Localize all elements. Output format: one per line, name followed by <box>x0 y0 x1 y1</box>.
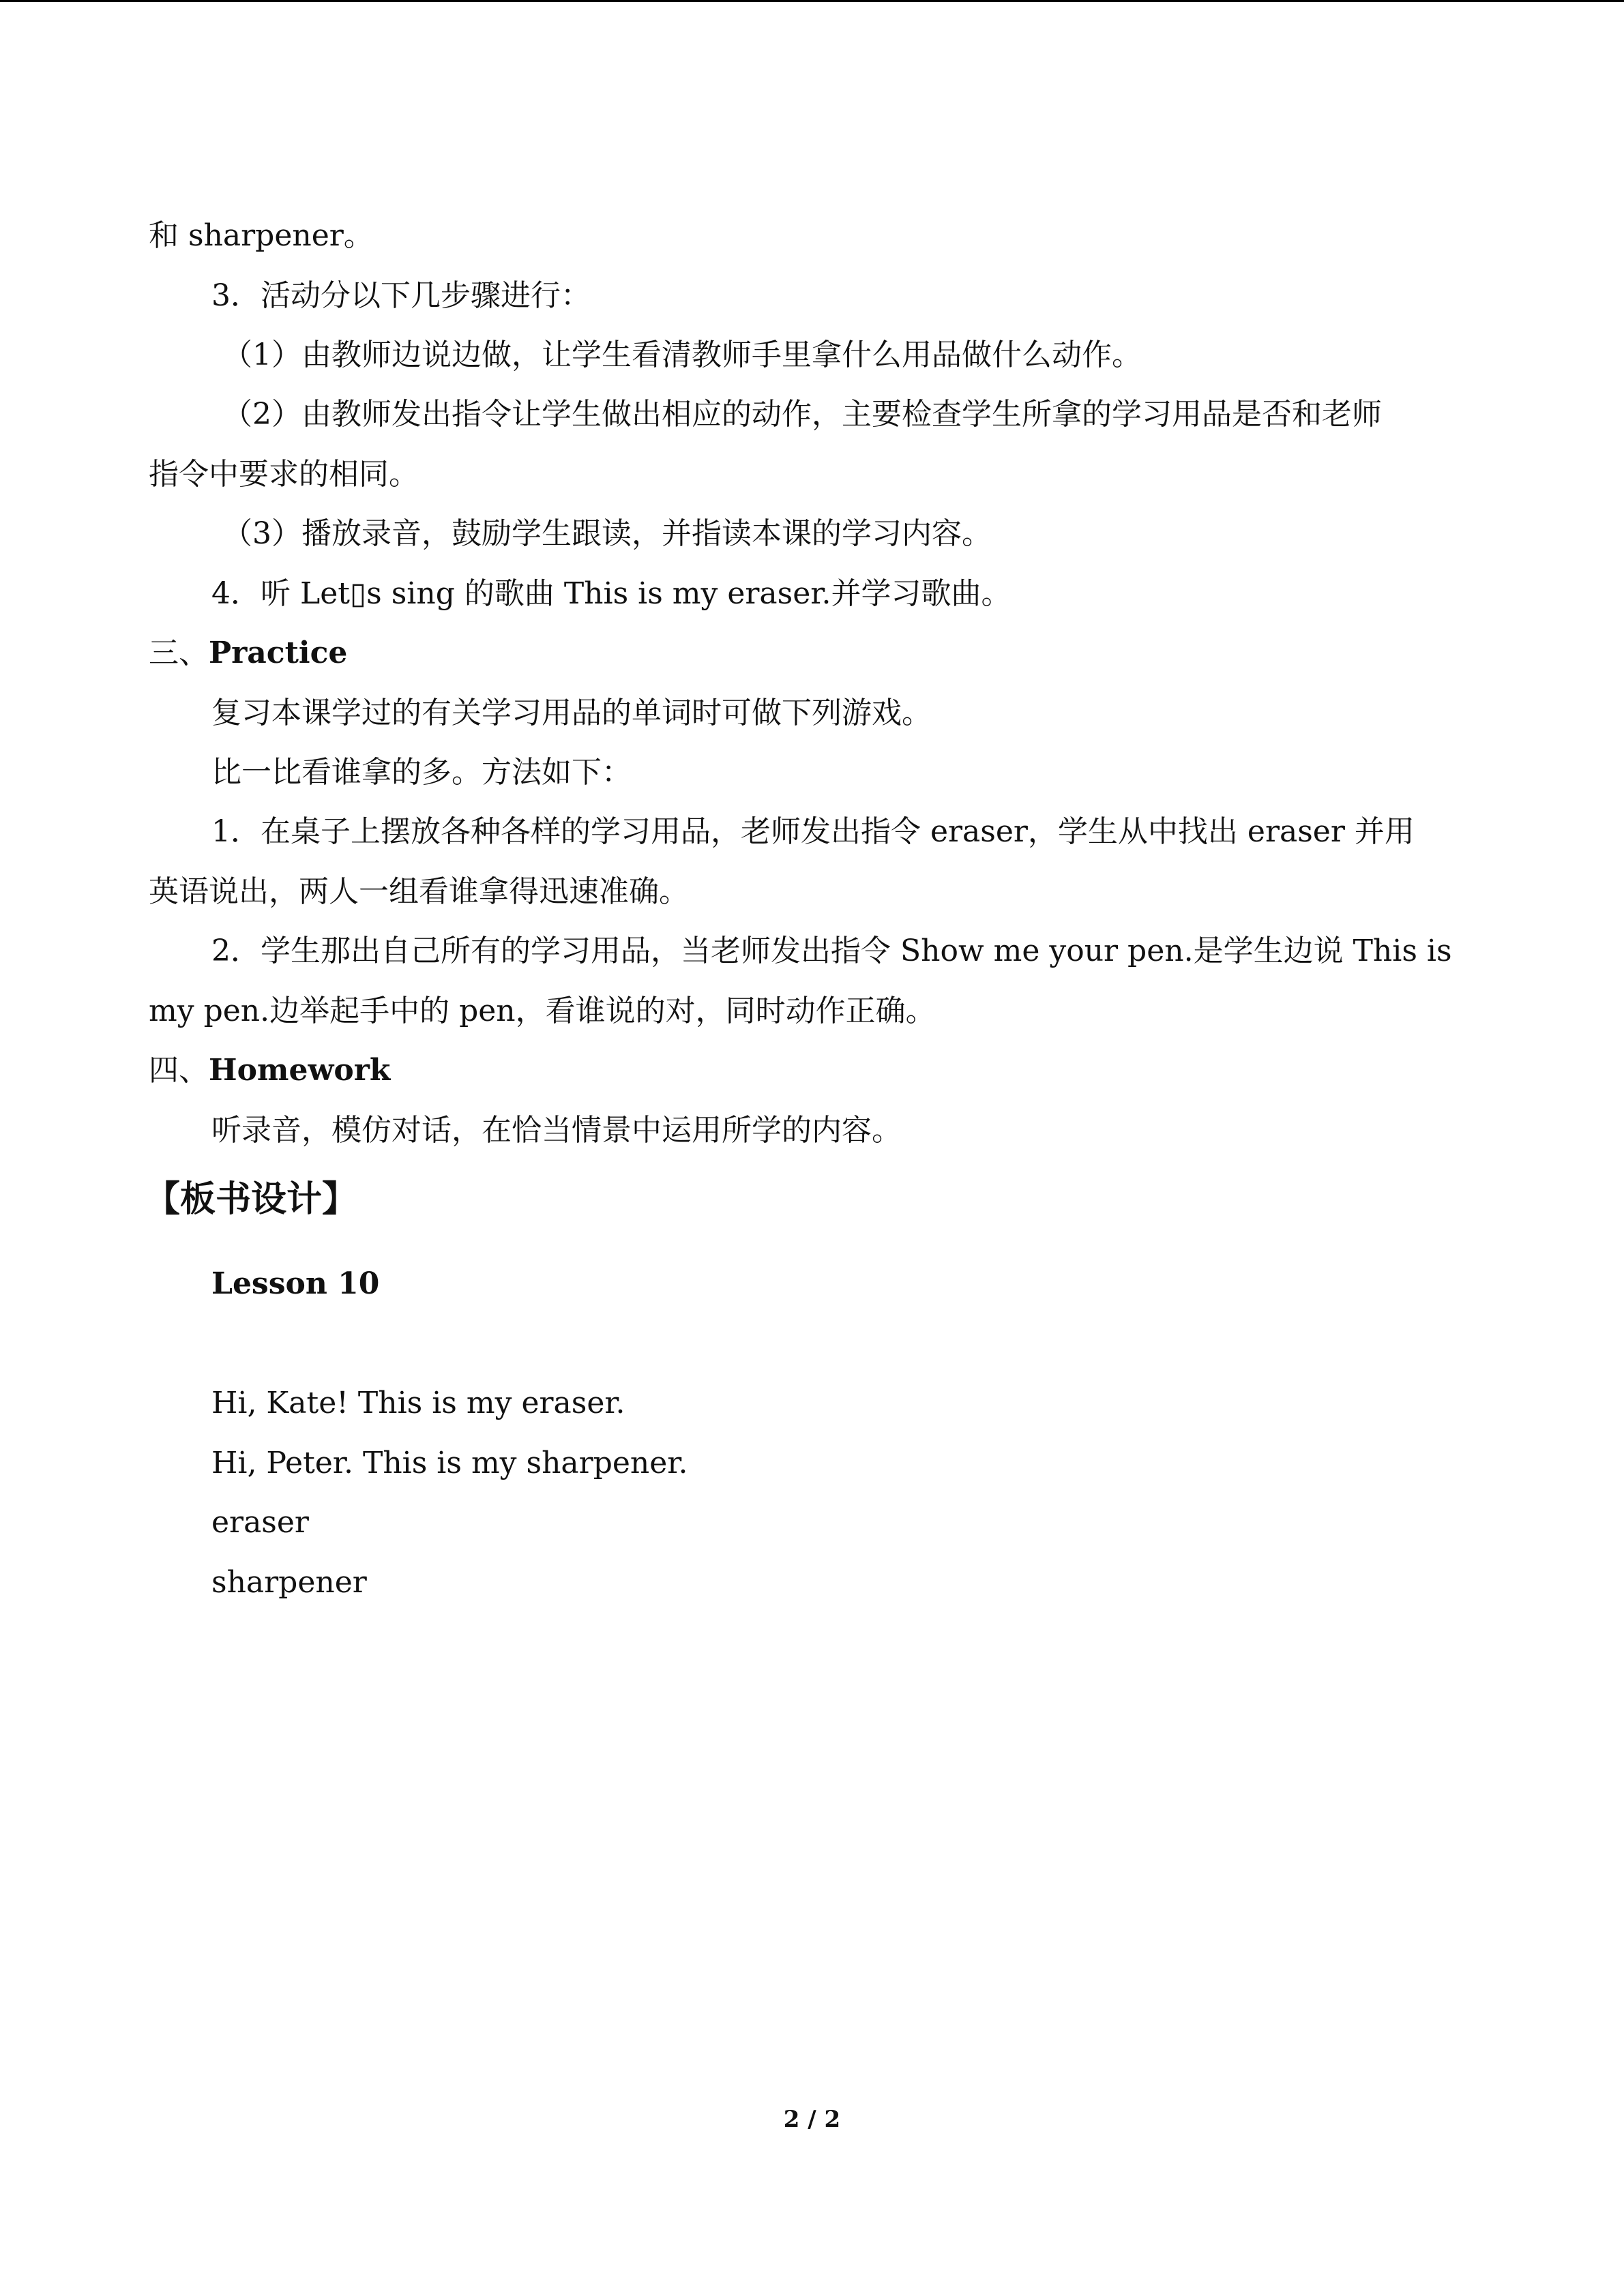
paragraph-line: 3．活动分以下几步骤进行： <box>211 278 591 313</box>
paragraph-line: 比一比看谁拿的多。方法如下： <box>211 755 632 790</box>
section-number: 三、 <box>149 636 209 670</box>
section-heading-homework <box>149 1050 390 1091</box>
paragraph-line: （2）由教师发出指令让学生做出相应的动作，主要检查学生所拿的学习用品是否和老师 <box>222 397 1382 432</box>
paragraph-line: 和 sharpener。 <box>149 218 374 253</box>
board-line: Hi, Kate! This is my eraser. <box>211 1386 625 1420</box>
paragraph-line: 4．听 Let▯s sing 的歌曲 This is my eraser.并学习歌曲。 <box>211 576 1012 611</box>
board-line: sharpener <box>211 1565 367 1600</box>
section-title: Homework <box>209 1053 391 1088</box>
paragraph-line: 复习本课学过的有关学习用品的单词时可做下列游戏。 <box>211 696 932 730</box>
paragraph-line: 听录音，模仿对话，在恰当情景中运用所学的内容。 <box>211 1113 902 1148</box>
paragraph-line: （3）播放录音，鼓励学生跟读，并指读本课的学习内容。 <box>222 516 992 551</box>
paragraph-line: 1．在桌子上摆放各种各样的学习用品，老师发出指令 eraser，学生从中找出 eraser 并用 <box>211 814 1415 849</box>
section-title: Practice <box>209 636 348 670</box>
paragraph-line: 指令中要求的相同。 <box>149 457 419 492</box>
paragraph-line: （1）由教师边说边做，让学生看清教师手里拿什么用品做什么动作。 <box>222 338 1142 372</box>
page-number: 2 / 2 <box>783 2106 841 2133</box>
board-line: eraser <box>211 1505 309 1540</box>
paragraph-line: 英语说出，两人一组看谁拿得迅速准确。 <box>149 874 689 909</box>
board-line: Hi, Peter. This is my sharpener. <box>211 1446 688 1480</box>
paragraph-line: my pen.边举起手中的 pen，看谁说的对，同时动作正确。 <box>149 994 936 1028</box>
paragraph-line: 2．学生那出自己所有的学习用品，当老师发出指令 Show me your pen.是学生边说 This is <box>211 934 1452 968</box>
board-design-heading: 【板书设计】 <box>145 1178 358 1220</box>
board-lesson-title: Lesson 10 <box>211 1266 380 1301</box>
section-number: 四、 <box>149 1053 209 1088</box>
section-heading-practice <box>149 633 347 674</box>
